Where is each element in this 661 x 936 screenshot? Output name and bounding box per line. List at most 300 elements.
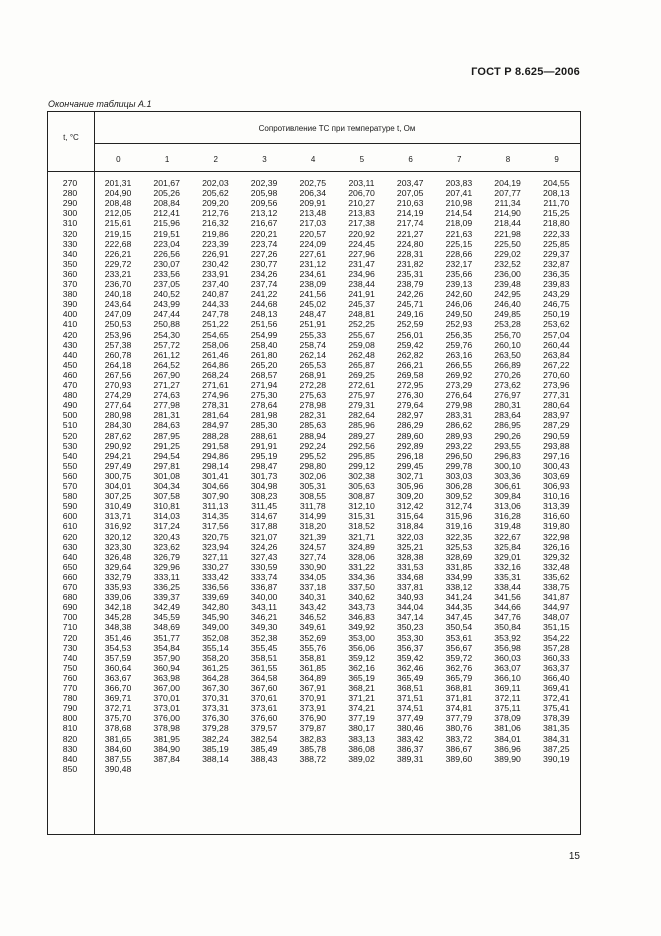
resistance-cell: 287,95 xyxy=(153,430,180,441)
resistance-cell: 339,37 xyxy=(153,592,180,603)
resistance-cell: 212,41 xyxy=(153,208,180,219)
resistance-cell: 282,97 xyxy=(396,410,424,421)
resistance-cell: 242,95 xyxy=(494,289,521,300)
resistance-cell: 240,87 xyxy=(202,289,229,300)
resistance-cell: 237,40 xyxy=(202,279,229,289)
resistance-cell: 363,67 xyxy=(104,672,132,683)
resistance-cell: 233,91 xyxy=(202,268,229,279)
resistance-cell: 274,96 xyxy=(202,390,229,401)
resistance-cell: 258,06 xyxy=(202,339,229,350)
column-header-9: 9 xyxy=(554,155,559,164)
resistance-cell: 356,67 xyxy=(445,642,473,653)
resistance-cell: 309,84 xyxy=(494,491,521,502)
resistance-cell: 348,07 xyxy=(543,612,570,623)
resistance-cell: 292,56 xyxy=(348,440,375,451)
resistance-cell: 265,20 xyxy=(250,359,278,370)
resistance-cell: 376,00 xyxy=(153,713,180,724)
resistance-cell: 310,49 xyxy=(104,501,132,512)
resistance-cell: 348,69 xyxy=(153,622,180,633)
resistance-cell: 279,31 xyxy=(348,400,375,411)
resistance-cell: 319,16 xyxy=(445,521,473,532)
resistance-cell: 203,83 xyxy=(445,178,473,188)
resistance-cell: 232,87 xyxy=(543,258,570,269)
resistance-cell: 329,01 xyxy=(494,551,521,562)
resistance-cell: 390,48 xyxy=(104,763,132,774)
resistance-cell: 382,83 xyxy=(299,733,327,744)
resistance-cell: 308,87 xyxy=(348,491,375,502)
temperature-cell: 280 xyxy=(62,188,78,199)
temperature-cell: 430 xyxy=(62,339,78,350)
resistance-cell: 367,30 xyxy=(202,683,229,693)
resistance-cell: 238,44 xyxy=(348,279,375,289)
resistance-cell: 321,07 xyxy=(250,531,278,542)
resistance-cell: 219,15 xyxy=(104,228,132,239)
resistance-cell: 249,85 xyxy=(494,309,521,320)
resistance-cell: 333,42 xyxy=(202,571,229,582)
resistance-cell: 261,80 xyxy=(250,349,278,360)
resistance-cell: 247,09 xyxy=(104,309,132,320)
resistance-cell: 312,74 xyxy=(445,501,473,512)
resistance-cell: 373,61 xyxy=(250,703,278,714)
resistance-cell: 296,83 xyxy=(494,450,521,461)
resistance-cell: 353,30 xyxy=(396,632,424,643)
resistance-cell: 380,76 xyxy=(445,723,473,734)
resistance-cell: 285,96 xyxy=(348,420,375,431)
resistance-cell: 220,92 xyxy=(348,228,375,239)
resistance-cell: 353,00 xyxy=(348,632,375,643)
resistance-cell: 210,98 xyxy=(445,198,473,209)
resistance-cell: 288,61 xyxy=(250,430,278,441)
resistance-cell: 236,35 xyxy=(543,268,570,279)
resistance-cell: 301,41 xyxy=(202,470,229,481)
temperature-cell: 350 xyxy=(62,258,78,269)
resistance-cell: 366,40 xyxy=(543,672,570,683)
resistance-cell: 311,13 xyxy=(202,501,229,512)
resistance-cell: 218,80 xyxy=(543,218,570,229)
resistance-cell: 264,18 xyxy=(104,359,132,370)
resistance-cell: 269,92 xyxy=(445,369,473,380)
resistance-cell: 372,11 xyxy=(494,693,521,704)
resistance-group-header: Сопротивление ТС при температуре t, Ом xyxy=(258,124,416,133)
resistance-cell: 246,40 xyxy=(494,299,521,310)
resistance-cell: 268,57 xyxy=(250,369,278,380)
temperature-cell: 450 xyxy=(62,359,78,370)
resistance-cell: 266,89 xyxy=(494,359,521,370)
resistance-cell: 278,31 xyxy=(202,400,229,411)
temperature-cell: 310 xyxy=(62,218,78,229)
resistance-cell: 356,37 xyxy=(396,642,424,653)
resistance-cell: 282,31 xyxy=(299,410,327,421)
resistance-cell: 374,21 xyxy=(348,703,375,714)
resistance-cell: 380,46 xyxy=(396,723,424,734)
resistance-cell: 381,65 xyxy=(104,733,132,744)
resistance-cell: 338,12 xyxy=(445,582,473,592)
resistance-cell: 383,13 xyxy=(348,733,375,744)
resistance-cell: 207,05 xyxy=(396,188,424,199)
resistance-cell: 257,04 xyxy=(543,329,570,340)
resistance-cell: 328,06 xyxy=(348,551,375,562)
resistance-cell: 345,59 xyxy=(153,612,180,623)
resistance-cell: 365,79 xyxy=(445,672,473,683)
resistance-cell: 336,25 xyxy=(153,582,180,592)
resistance-cell: 347,76 xyxy=(494,612,521,623)
resistance-cell: 307,90 xyxy=(202,491,229,502)
resistance-cell: 224,80 xyxy=(396,238,424,249)
resistance-cell: 389,02 xyxy=(348,753,375,764)
resistance-cell: 257,38 xyxy=(104,339,132,350)
resistance-cell: 232,52 xyxy=(494,258,521,269)
resistance-cell: 213,83 xyxy=(348,208,375,219)
resistance-cell: 286,62 xyxy=(445,420,473,431)
resistance-cell: 285,63 xyxy=(299,420,327,431)
resistance-cell: 259,42 xyxy=(396,339,424,350)
resistance-cell: 270,26 xyxy=(494,369,521,380)
resistance-cell: 370,31 xyxy=(202,693,229,704)
resistance-cell: 382,24 xyxy=(202,733,229,744)
resistance-cell: 267,22 xyxy=(543,359,570,370)
resistance-cell: 283,97 xyxy=(543,410,570,421)
resistance-cell: 346,83 xyxy=(348,612,375,623)
resistance-cell: 353,61 xyxy=(445,632,473,643)
resistance-cell: 337,50 xyxy=(348,582,375,592)
resistance-cell: 231,12 xyxy=(299,258,327,269)
resistance-cell: 327,11 xyxy=(202,551,229,562)
resistance-cell: 346,52 xyxy=(299,612,327,623)
temperature-cell: 390 xyxy=(62,299,78,310)
resistance-cell: 239,83 xyxy=(543,279,570,289)
resistance-cell: 388,43 xyxy=(250,753,278,764)
temperature-cell: 660 xyxy=(62,571,78,582)
temperature-cell: 270 xyxy=(62,178,78,188)
resistance-cell: 287,62 xyxy=(104,430,132,441)
resistance-cell: 225,85 xyxy=(543,238,570,249)
resistance-cell: 341,56 xyxy=(494,592,521,603)
resistance-cell: 373,31 xyxy=(202,703,229,714)
temperature-cell: 800 xyxy=(62,713,78,724)
resistance-cell: 248,13 xyxy=(250,309,278,320)
resistance-cell: 330,59 xyxy=(250,561,278,572)
resistance-cell: 331,53 xyxy=(396,561,424,572)
resistance-cell: 368,51 xyxy=(396,683,424,693)
resistance-cell: 222,33 xyxy=(543,228,570,239)
resistance-cell: 343,11 xyxy=(251,602,278,613)
resistance-cell: 274,29 xyxy=(104,390,132,401)
resistance-cell: 290,59 xyxy=(543,430,570,441)
resistance-cell: 286,95 xyxy=(494,420,521,431)
resistance-cell: 350,84 xyxy=(494,622,521,633)
temperature-cell: 540 xyxy=(62,450,78,461)
resistance-cell: 280,31 xyxy=(494,400,521,411)
resistance-cell: 318,84 xyxy=(396,521,424,532)
resistance-cell: 230,07 xyxy=(153,258,180,269)
resistance-cell: 300,43 xyxy=(543,460,570,471)
resistance-cell: 276,64 xyxy=(445,390,473,401)
resistance-cell: 332,79 xyxy=(104,571,132,582)
resistance-cell: 255,33 xyxy=(299,329,327,340)
resistance-cell: 364,58 xyxy=(250,672,278,683)
resistance-cell: 258,74 xyxy=(299,339,327,350)
resistance-cell: 256,70 xyxy=(494,329,521,340)
resistance-cell: 313,06 xyxy=(494,501,521,512)
resistance-cell: 281,31 xyxy=(153,410,180,421)
temperature-cell: 780 xyxy=(62,693,78,704)
resistance-cell: 312,42 xyxy=(396,501,424,512)
resistance-cell: 235,66 xyxy=(445,268,473,279)
resistance-cell: 292,89 xyxy=(396,440,424,451)
resistance-cell: 349,30 xyxy=(250,622,278,633)
resistance-cell: 293,22 xyxy=(445,440,473,451)
resistance-cell: 244,68 xyxy=(250,299,278,310)
resistance-cell: 284,63 xyxy=(153,420,180,431)
temperature-cell: 520 xyxy=(62,430,78,441)
resistance-cell: 293,55 xyxy=(494,440,521,451)
column-header-6: 6 xyxy=(408,155,413,164)
resistance-cell: 210,63 xyxy=(396,198,424,209)
resistance-cell: 217,03 xyxy=(299,218,327,229)
resistance-cell: 337,81 xyxy=(396,582,424,592)
resistance-cell: 299,12 xyxy=(348,460,375,471)
resistance-cell: 232,17 xyxy=(445,258,473,269)
resistance-cell: 277,31 xyxy=(543,390,570,401)
resistance-cell: 236,70 xyxy=(104,279,132,289)
resistance-cell: 284,30 xyxy=(104,420,132,431)
resistance-cell: 344,97 xyxy=(543,602,570,613)
resistance-cell: 205,98 xyxy=(250,188,278,199)
resistance-cell: 225,50 xyxy=(494,238,521,249)
resistance-cell: 322,35 xyxy=(445,531,473,542)
column-header-0: 0 xyxy=(116,155,121,164)
resistance-cell: 309,20 xyxy=(396,491,424,502)
resistance-cell: 260,10 xyxy=(494,339,521,350)
resistance-cell: 207,41 xyxy=(445,188,473,199)
temperature-cell: 720 xyxy=(62,632,78,643)
resistance-cell: 388,72 xyxy=(299,753,327,764)
resistance-cell: 281,98 xyxy=(250,410,278,421)
resistance-cell: 338,44 xyxy=(494,582,521,592)
resistance-cell: 304,01 xyxy=(104,481,132,491)
resistance-cell: 301,73 xyxy=(250,470,278,481)
resistance-cell: 241,56 xyxy=(299,289,327,300)
resistance-cell: 329,64 xyxy=(104,561,132,572)
resistance-cell: 290,92 xyxy=(104,440,132,451)
column-header-2: 2 xyxy=(213,155,218,164)
resistance-cell: 354,53 xyxy=(104,642,132,653)
resistance-cell: 252,25 xyxy=(348,319,375,330)
resistance-cell: 326,79 xyxy=(153,551,180,562)
resistance-cell: 365,19 xyxy=(348,672,375,683)
resistance-cell: 374,81 xyxy=(445,703,473,714)
resistance-cell: 202,75 xyxy=(299,178,327,188)
resistance-cell: 257,72 xyxy=(153,339,180,350)
temperature-cell: 580 xyxy=(62,491,78,502)
resistance-cell: 335,93 xyxy=(104,582,132,592)
resistance-cell: 305,96 xyxy=(396,481,424,491)
resistance-cell: 356,06 xyxy=(348,642,375,653)
resistance-cell: 351,77 xyxy=(153,632,180,643)
resistance-cell: 295,85 xyxy=(348,450,375,461)
resistance-cell: 215,25 xyxy=(543,208,570,219)
temperature-column-header: t, °С xyxy=(63,133,79,142)
resistance-cell: 377,79 xyxy=(445,713,473,724)
standard-designation: ГОСТ Р 8.625—2006 xyxy=(471,66,580,78)
resistance-cell: 297,81 xyxy=(153,460,180,471)
resistance-cell: 246,75 xyxy=(543,299,570,310)
resistance-cell: 355,45 xyxy=(250,642,278,653)
resistance-cell: 299,45 xyxy=(396,460,424,471)
resistance-cell: 370,61 xyxy=(250,693,278,704)
resistance-cell: 307,58 xyxy=(153,491,180,502)
resistance-cell: 224,09 xyxy=(299,238,327,249)
resistance-cell: 303,03 xyxy=(445,470,473,481)
resistance-cell: 356,98 xyxy=(494,642,521,653)
resistance-cell: 254,99 xyxy=(250,329,278,340)
resistance-cell: 322,98 xyxy=(543,531,570,542)
resistance-cell: 316,28 xyxy=(494,511,521,522)
resistance-cell: 370,91 xyxy=(299,693,327,704)
resistance-cell: 352,69 xyxy=(299,632,327,643)
resistance-cell: 361,55 xyxy=(250,662,278,673)
resistance-cell: 292,24 xyxy=(299,440,327,451)
resistance-cell: 206,34 xyxy=(299,188,327,199)
resistance-cell: 324,89 xyxy=(348,541,375,552)
resistance-cell: 322,03 xyxy=(396,531,424,542)
resistance-cell: 328,38 xyxy=(396,551,424,562)
resistance-cell: 326,48 xyxy=(104,551,132,562)
resistance-cell: 332,16 xyxy=(494,561,521,572)
resistance-cell: 369,71 xyxy=(104,693,132,704)
resistance-cell: 376,90 xyxy=(299,713,327,724)
resistance-cell: 340,31 xyxy=(299,592,327,603)
resistance-cell: 258,40 xyxy=(250,339,278,350)
resistance-cell: 335,31 xyxy=(494,571,521,582)
resistance-cell: 389,90 xyxy=(494,753,521,764)
resistance-cell: 264,52 xyxy=(153,359,180,370)
resistance-cell: 237,74 xyxy=(250,279,278,289)
resistance-cell: 288,94 xyxy=(299,430,327,441)
resistance-cell: 256,35 xyxy=(445,329,473,340)
column-header-7: 7 xyxy=(457,155,462,164)
resistance-cell: 338,75 xyxy=(543,582,570,592)
resistance-cell: 362,46 xyxy=(396,662,424,673)
resistance-cell: 326,16 xyxy=(543,541,570,552)
resistance-cell: 323,30 xyxy=(104,541,132,552)
resistance-cell: 278,98 xyxy=(299,400,327,411)
resistance-cell: 389,60 xyxy=(445,753,473,764)
resistance-cell: 348,38 xyxy=(104,622,132,633)
resistance-cell: 384,31 xyxy=(543,733,570,744)
resistance-cell: 358,51 xyxy=(250,652,278,663)
resistance-cell: 230,42 xyxy=(202,258,229,269)
resistance-cell: 323,94 xyxy=(202,541,229,552)
resistance-cell: 298,14 xyxy=(202,460,229,471)
temperature-cell: 640 xyxy=(62,551,78,562)
resistance-cell: 388,14 xyxy=(202,753,229,764)
resistance-cell: 374,51 xyxy=(396,703,424,714)
resistance-cell: 287,29 xyxy=(543,420,570,431)
resistance-cell: 357,90 xyxy=(153,652,180,663)
temperature-cell: 400 xyxy=(62,309,78,320)
resistance-cell: 373,91 xyxy=(299,703,327,714)
resistance-cell: 364,89 xyxy=(299,672,327,683)
resistance-cell: 339,69 xyxy=(202,592,229,603)
resistance-cell: 266,55 xyxy=(445,359,473,370)
resistance-cell: 317,88 xyxy=(250,521,278,532)
resistance-cell: 215,96 xyxy=(153,218,180,229)
resistance-cell: 325,53 xyxy=(445,541,473,552)
resistance-cell: 230,77 xyxy=(250,258,278,269)
resistance-cell: 216,32 xyxy=(202,218,229,229)
resistance-cell: 226,91 xyxy=(202,248,229,259)
resistance-cell: 221,63 xyxy=(445,228,473,239)
temperature-cell: 490 xyxy=(62,400,78,411)
resistance-cell: 375,11 xyxy=(494,703,521,714)
resistance-cell: 294,21 xyxy=(104,450,132,461)
resistance-cell: 364,28 xyxy=(202,672,229,683)
resistance-cell: 265,53 xyxy=(299,359,327,370)
temperature-cell: 610 xyxy=(62,521,78,532)
resistance-cell: 259,76 xyxy=(445,339,473,350)
resistance-cell: 297,49 xyxy=(104,460,132,471)
temperature-cell: 410 xyxy=(62,319,78,330)
temperature-cell: 550 xyxy=(62,460,78,471)
resistance-cell: 262,82 xyxy=(396,349,424,360)
resistance-cell: 226,56 xyxy=(153,248,180,259)
resistance-cell: 275,97 xyxy=(348,390,375,401)
resistance-cell: 220,57 xyxy=(299,228,327,239)
resistance-cell: 251,91 xyxy=(299,319,327,330)
resistance-cell: 268,91 xyxy=(299,369,327,380)
resistance-cell: 209,91 xyxy=(299,198,327,209)
resistance-cell: 296,18 xyxy=(396,450,424,461)
resistance-cell: 245,37 xyxy=(348,299,375,310)
resistance-cell: 386,96 xyxy=(494,743,521,754)
resistance-cell: 316,92 xyxy=(104,521,132,532)
resistance-cell: 363,98 xyxy=(153,672,180,683)
resistance-cell: 367,91 xyxy=(299,683,327,693)
resistance-cell: 360,94 xyxy=(153,662,180,673)
resistance-cell: 341,87 xyxy=(543,592,570,603)
column-header-1: 1 xyxy=(164,155,170,164)
resistance-cell: 366,10 xyxy=(494,672,521,683)
resistance-cell: 266,21 xyxy=(396,359,424,370)
temperature-cell: 380 xyxy=(62,289,78,300)
resistance-cell: 345,28 xyxy=(104,612,132,623)
resistance-cell: 240,52 xyxy=(153,289,180,300)
resistance-cell: 340,62 xyxy=(348,592,375,603)
resistance-cell: 269,58 xyxy=(396,369,424,380)
resistance-cell: 245,02 xyxy=(299,299,327,310)
resistance-cell: 376,60 xyxy=(250,713,278,724)
resistance-cell: 323,62 xyxy=(153,541,180,552)
resistance-cell: 291,58 xyxy=(202,440,229,451)
resistance-cell: 223,04 xyxy=(153,238,180,249)
resistance-cell: 376,30 xyxy=(202,713,229,724)
resistance-cell: 300,75 xyxy=(104,470,132,481)
temperature-cell: 650 xyxy=(62,561,78,572)
resistance-cell: 357,59 xyxy=(104,652,132,663)
resistance-cell: 339,06 xyxy=(104,592,132,603)
resistance-cell: 350,23 xyxy=(396,622,424,633)
resistance-cell: 319,48 xyxy=(494,521,521,532)
resistance-cell: 334,05 xyxy=(299,571,327,582)
resistance-cell: 285,30 xyxy=(250,420,278,431)
resistance-cell: 276,97 xyxy=(494,390,521,401)
resistance-cell: 375,70 xyxy=(104,713,132,724)
resistance-cell: 236,00 xyxy=(494,268,521,279)
resistance-cell: 260,78 xyxy=(104,349,132,360)
resistance-cell: 324,57 xyxy=(299,541,327,552)
resistance-cell: 234,61 xyxy=(299,268,327,279)
